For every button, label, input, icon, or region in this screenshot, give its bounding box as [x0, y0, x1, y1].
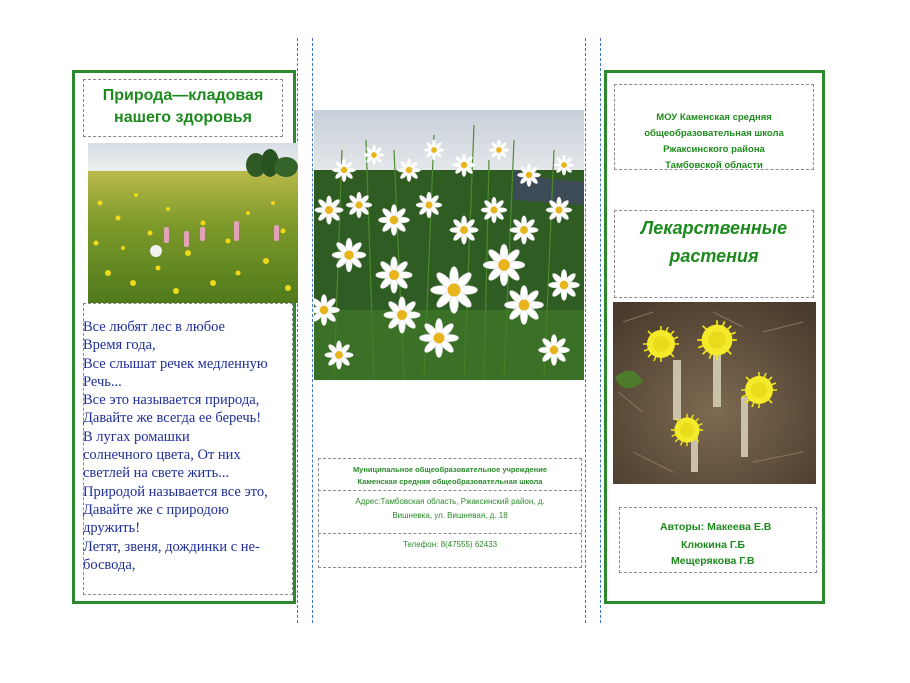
author-line: Мещерякова Г.В	[671, 555, 755, 567]
brochure-title	[614, 210, 814, 298]
author-line: Клюкина Г.Б	[681, 539, 745, 551]
poem-line: Все любят лес в любое	[83, 319, 225, 335]
column-guide-1	[297, 38, 298, 623]
poem-line: Время года,	[83, 337, 156, 354]
poem-line: Давайте же всегда ее беречь!	[83, 410, 262, 427]
coltsfoot-photo	[613, 302, 816, 484]
author-line: Авторы: Макеева Е.В	[660, 521, 772, 533]
column-guide-2	[312, 38, 313, 623]
org-divider-2	[318, 533, 582, 534]
brochure-title-line1: Лекарственные	[640, 218, 788, 238]
daisy-photo	[314, 110, 584, 380]
school-header-line: Тамбовской области	[665, 160, 763, 171]
column-guide-4	[600, 38, 601, 623]
poem-text	[83, 318, 293, 574]
address-line2: Вишневка, ул. Вишневая, д. 18	[392, 511, 508, 520]
poem-line: дружить!	[83, 520, 141, 537]
brochure-title-line2: растения	[669, 246, 759, 266]
poem-line: В лугах ромашки	[83, 428, 190, 445]
poem-line: светлей на свете жить...	[83, 465, 230, 482]
school-header-line: Ржаксинского района	[663, 144, 765, 155]
school-header-line: общеобразовательная школа	[644, 128, 784, 139]
phone: Телефон: 8(47555) 62433	[402, 540, 498, 549]
address-line1: Адрес:Тамбовская область, Ржаксинский район, д.	[355, 497, 545, 506]
poem-line: Речь...	[83, 373, 122, 390]
poem-line: солнечного цвета, От них	[83, 447, 241, 464]
org-divider-1	[318, 490, 582, 491]
poem-line: Давайте же с природою	[83, 501, 229, 518]
left-title	[83, 79, 283, 137]
authors	[619, 507, 817, 573]
school-header	[614, 84, 814, 170]
left-title-line1: Природа—кладовая	[102, 87, 264, 104]
org-name	[318, 464, 582, 488]
org-line1: Муниципальное общеобразовательное учреждение	[352, 465, 548, 474]
left-title-line2: нашего здоровья	[114, 109, 252, 126]
school-header-line: МОУ Каменская средняя	[656, 112, 772, 123]
meadow-photo	[88, 143, 298, 303]
poem-line: Все слышат речек медленную	[83, 355, 268, 372]
column-guide-3	[585, 38, 586, 623]
poem-line: босвода,	[83, 556, 136, 573]
poem-line: Природой называется все это,	[83, 483, 268, 500]
poem-line: Все это называется природа,	[83, 392, 260, 409]
org-line2: Каменская средняя общеобразовательная школа	[357, 477, 543, 486]
poem-line: Летят, звеня, дождинки с не-	[83, 538, 260, 555]
address	[318, 495, 582, 523]
